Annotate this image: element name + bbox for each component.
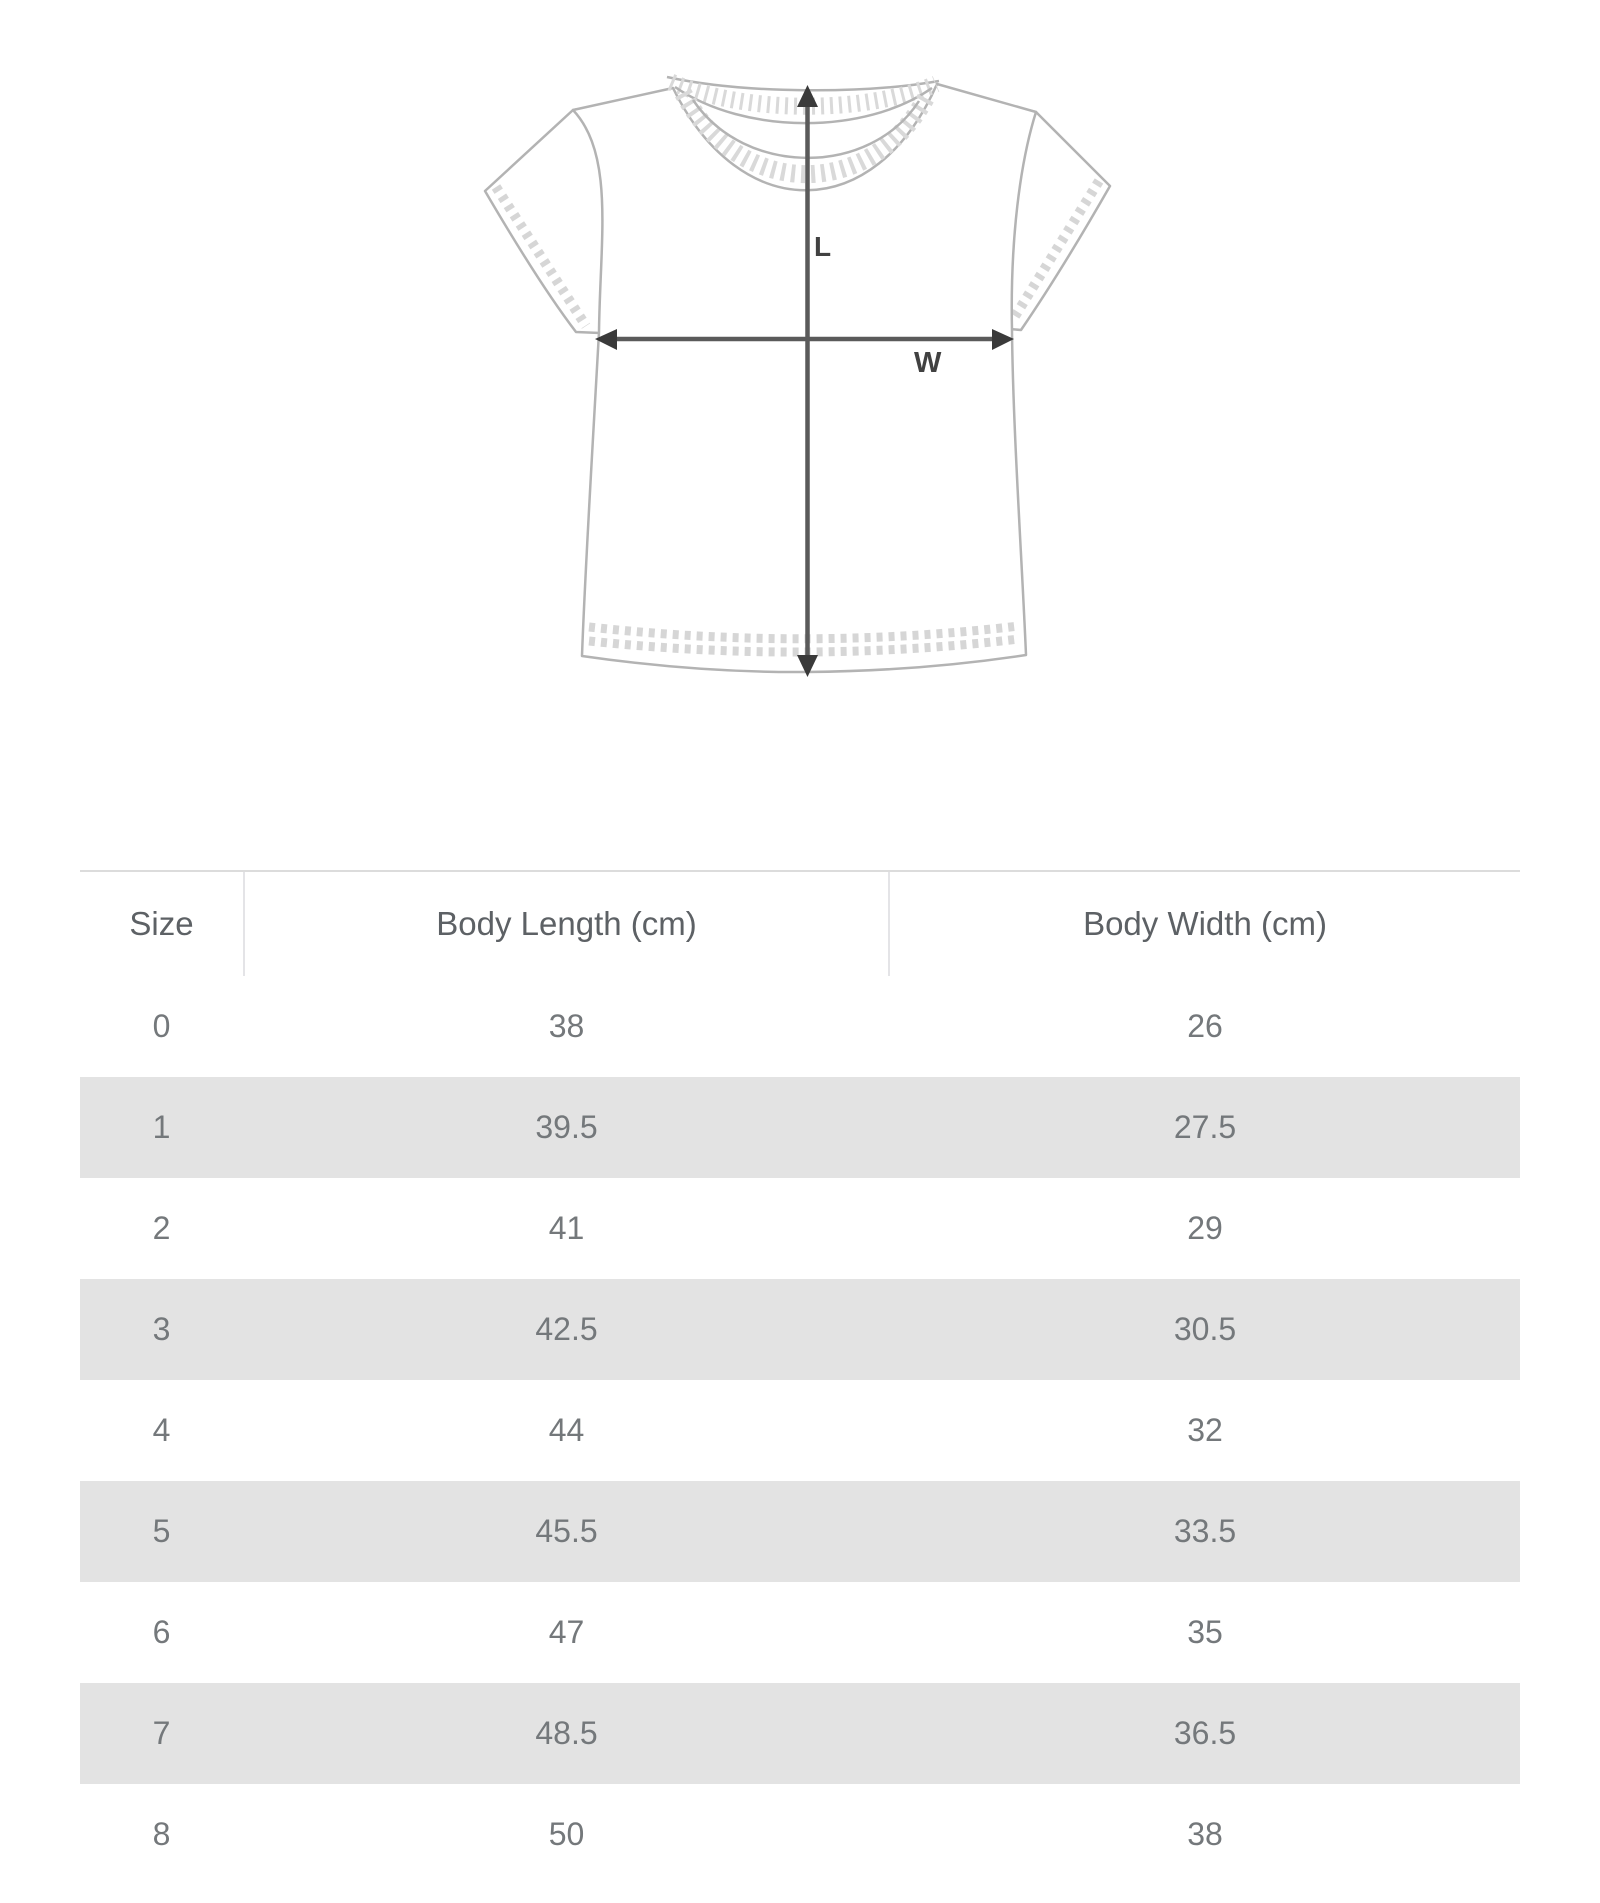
cell-body-width: 27.5 — [1173, 1109, 1237, 1145]
width-arrow-label: W — [914, 347, 942, 379]
length-arrow-label: L — [814, 231, 832, 262]
column-header-body-width: Body Width (cm) — [1083, 905, 1327, 942]
size-chart-body — [80, 976, 1520, 1885]
cell-size: 0 — [152, 1008, 171, 1044]
size-chart-table — [80, 870, 1520, 1885]
table-row — [80, 1784, 1520, 1885]
column-header-size: Size — [129, 905, 194, 942]
table-row — [80, 976, 1520, 1077]
cell-body-width: 29 — [1187, 1210, 1223, 1246]
cell-body-width: 33.5 — [1173, 1513, 1237, 1549]
cell-body-length: 44 — [548, 1412, 585, 1448]
table-row — [80, 1077, 1520, 1178]
cell-size: 6 — [152, 1614, 171, 1650]
cell-body-width: 26 — [1187, 1008, 1223, 1044]
cell-size: 5 — [152, 1513, 171, 1549]
cell-body-length: 47 — [548, 1614, 585, 1650]
length-arrow-head-top — [797, 85, 818, 107]
cell-body-length: 50 — [548, 1816, 585, 1852]
cell-body-length: 42.5 — [535, 1311, 598, 1347]
cell-body-width: 32 — [1187, 1412, 1223, 1448]
table-row — [80, 1380, 1520, 1481]
cell-size: 8 — [152, 1816, 171, 1852]
table-row — [80, 1481, 1520, 1582]
table-row — [80, 1582, 1520, 1683]
cell-body-length: 39.5 — [535, 1109, 598, 1145]
column-header-body-length: Body Length (cm) — [243, 872, 890, 976]
cell-body-width: 35 — [1187, 1614, 1223, 1650]
cell-size: 3 — [152, 1311, 171, 1347]
cell-body-width: 36.5 — [1173, 1715, 1237, 1751]
table-row — [80, 1279, 1520, 1380]
cell-body-length: 48.5 — [535, 1715, 598, 1751]
tshirt-diagram-svg — [460, 40, 1160, 700]
table-row — [80, 1178, 1520, 1279]
cell-size: 1 — [152, 1109, 171, 1145]
cell-body-length: 41 — [548, 1210, 585, 1246]
cell-size: 4 — [152, 1412, 171, 1448]
cell-body-width: 38 — [1187, 1816, 1223, 1852]
cell-size: 7 — [152, 1715, 171, 1751]
cell-body-width: 30.5 — [1173, 1311, 1237, 1347]
cell-size: 2 — [152, 1210, 171, 1246]
cell-body-length: 38 — [548, 1008, 585, 1044]
table-row — [80, 1683, 1520, 1784]
cell-body-length: 45.5 — [535, 1513, 598, 1549]
size-chart-header-row — [80, 872, 1520, 976]
tshirt-measurement-diagram — [460, 40, 1160, 700]
